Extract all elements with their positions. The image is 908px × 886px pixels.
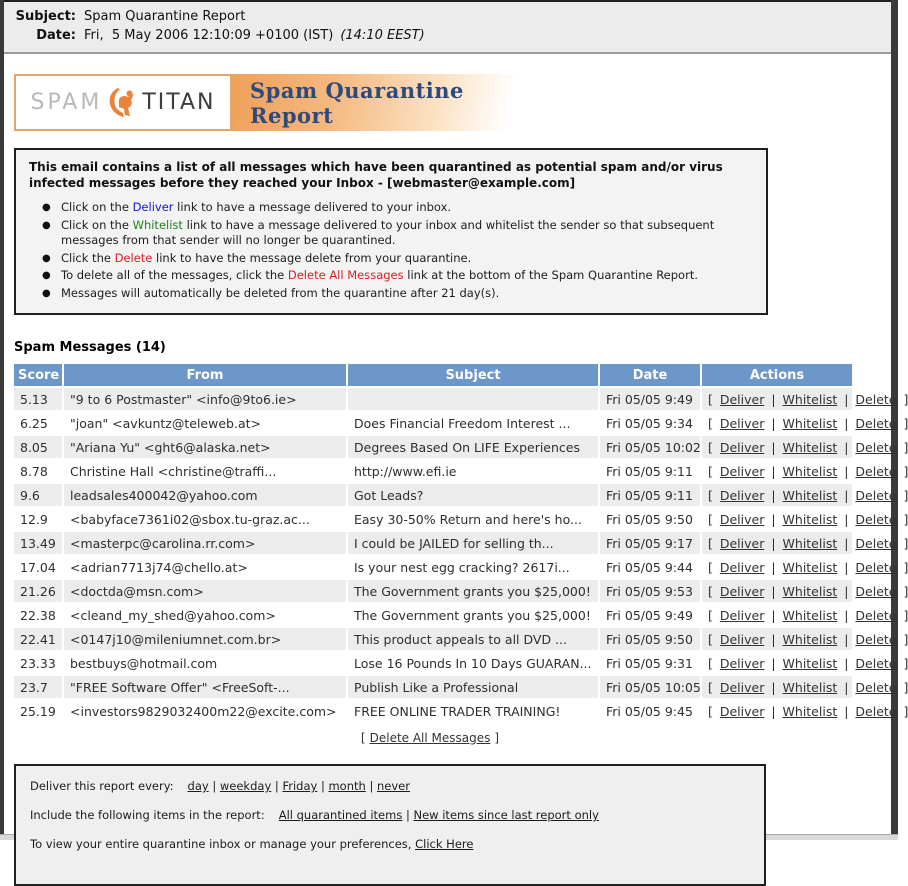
- delete-all-keyword[interactable]: Delete All Messages: [287, 268, 404, 282]
- delete-link[interactable]: Delete: [855, 679, 897, 695]
- date-cell: Fri 05/05 9:49: [600, 388, 700, 410]
- include-option-all-quarantined-items[interactable]: All quarantined items: [278, 808, 403, 822]
- report-preferences-box: [14, 764, 766, 886]
- deliver-link[interactable]: Deliver: [719, 655, 765, 671]
- deliver-keyword[interactable]: Deliver: [132, 200, 174, 214]
- date-cell: Fri 05/05 9:34: [600, 412, 700, 434]
- delete-link[interactable]: Delete: [855, 703, 897, 719]
- delete-link[interactable]: Delete: [855, 535, 897, 551]
- column-header-date: Date: [600, 364, 700, 386]
- delete-link[interactable]: Delete: [855, 487, 897, 503]
- include-line: [30, 808, 750, 822]
- frequency-option-month[interactable]: month: [328, 779, 366, 793]
- date-cell: Fri 05/05 9:50: [600, 508, 700, 530]
- date-cell: Fri 05/05 9:11: [600, 484, 700, 506]
- report-title: Spam Quarantine Report: [250, 77, 464, 128]
- actions-cell: [ Deliver | Whitelist | Delete ]: [702, 436, 852, 458]
- spam-table-body: [14, 388, 908, 722]
- include-option-new-items-since-last-report-only[interactable]: New items since last report only: [413, 808, 599, 822]
- bracket: [: [360, 731, 366, 745]
- frequency-option-weekday[interactable]: weekday: [219, 779, 272, 793]
- whitelist-link[interactable]: Whitelist: [782, 391, 838, 407]
- bullet-text: link to have the message delete from your quarantine.: [152, 250, 472, 265]
- table-row: [14, 460, 852, 482]
- from-cell: "Ariana Yu" <ght6@alaska.net>: [64, 436, 346, 458]
- date-cell: Fri 05/05 9:11: [600, 460, 700, 482]
- whitelist-link[interactable]: Whitelist: [782, 463, 838, 479]
- from-cell: bestbuys@hotmail.com: [64, 652, 346, 674]
- subject-cell: The Government grants you $25,000!: [348, 604, 598, 626]
- table-row: [14, 412, 852, 434]
- bullet-text: Messages will automatically be deleted from the quarantine after 21 day(s).: [61, 285, 500, 300]
- table-row: [14, 652, 852, 674]
- whitelist-link[interactable]: Whitelist: [782, 631, 838, 647]
- actions-cell: [ Deliver | Whitelist | Delete ]: [702, 652, 852, 674]
- actions-cell: [ Deliver | Whitelist | Delete ]: [702, 532, 852, 554]
- date-cell: Fri 05/05 9:17: [600, 532, 700, 554]
- subject-cell: [348, 388, 598, 410]
- deliver-link[interactable]: Deliver: [719, 415, 765, 431]
- delete-link[interactable]: Delete: [855, 511, 897, 527]
- from-cell: <babyface7361i02@sbox.tu-graz.ac...: [64, 508, 346, 530]
- subject-cell: Degrees Based On LIFE Experiences: [348, 436, 598, 458]
- subject-cell: http://www.efi.ie: [348, 460, 598, 482]
- score-cell: 6.25: [14, 412, 62, 434]
- score-cell: 22.41: [14, 628, 62, 650]
- actions-cell: [ Deliver | Whitelist | Delete ]: [702, 460, 852, 482]
- logo-text-spam: SPAM: [30, 90, 103, 115]
- table-header-row: [14, 364, 852, 386]
- actions-cell: [ Deliver | Whitelist | Delete ]: [702, 484, 852, 506]
- preferences-line: [30, 837, 750, 851]
- delete-link[interactable]: Delete: [855, 607, 897, 623]
- info-bullet-list: [29, 200, 754, 301]
- score-cell: 12.9: [14, 508, 62, 530]
- subject-cell: Does Financial Freedom Interest ...: [348, 412, 598, 434]
- delete-link[interactable]: Delete: [855, 415, 897, 431]
- frequency-line: [30, 779, 750, 793]
- table-row: [14, 676, 852, 698]
- whitelist-link[interactable]: Whitelist: [782, 535, 838, 551]
- score-cell: 13.49: [14, 532, 62, 554]
- bullet-text: To delete all of the messages, click the: [61, 268, 288, 282]
- whitelist-link[interactable]: Whitelist: [782, 679, 838, 695]
- delete-keyword[interactable]: Delete: [114, 250, 153, 265]
- subject-cell: Easy 30-50% Return and here's ho...: [348, 508, 598, 530]
- deliver-link[interactable]: Deliver: [719, 463, 765, 479]
- score-cell: 23.33: [14, 652, 62, 674]
- subject-cell: Is your nest egg cracking? 2617i...: [348, 556, 598, 578]
- from-cell: leadsales400042@yahoo.com: [64, 484, 346, 506]
- subject-cell: Got Leads?: [348, 484, 598, 506]
- from-cell: <investors9829032400m22@excite.com>: [64, 700, 346, 722]
- deliver-link[interactable]: Deliver: [719, 631, 765, 647]
- preferences-text: To view your entire quarantine inbox or manage your preferences,: [30, 837, 412, 851]
- bullet-deliver: [61, 200, 754, 216]
- bullet-text: Click on the: [61, 217, 133, 232]
- date-cell: Fri 05/05 9:50: [600, 628, 700, 650]
- table-row: [14, 508, 852, 530]
- whitelist-link[interactable]: Whitelist: [782, 415, 838, 431]
- subject-cell: The Government grants you $25,000!: [348, 580, 598, 602]
- whitelist-link[interactable]: Whitelist: [782, 439, 838, 455]
- delete-link[interactable]: Delete: [855, 655, 897, 671]
- subject-cell: I could be JAILED for selling th...: [348, 532, 598, 554]
- date-label: Date:: [36, 28, 76, 43]
- whitelist-link[interactable]: Whitelist: [782, 655, 838, 671]
- logo-text-titan: TITAN: [142, 90, 216, 115]
- click-here-link[interactable]: Click Here: [415, 837, 474, 851]
- from-cell: Christine Hall <christine@traffi...: [64, 460, 346, 482]
- column-header-from: From: [64, 364, 346, 386]
- actions-cell: [ Deliver | Whitelist | Delete ]: [702, 556, 852, 578]
- email-header: [4, 2, 891, 54]
- table-row: [14, 628, 852, 650]
- date-cell: Fri 05/05 9:49: [600, 604, 700, 626]
- spamtitan-logo: [14, 74, 232, 131]
- from-cell: <cleand_my_shed@yahoo.com>: [64, 604, 346, 626]
- bullet-text: link to have a message delivered to your inbox.: [173, 200, 452, 214]
- score-cell: 25.19: [14, 700, 62, 722]
- frequency-option-day[interactable]: day: [187, 779, 209, 793]
- whitelist-link[interactable]: Whitelist: [782, 511, 838, 527]
- deliver-link[interactable]: Deliver: [719, 391, 765, 407]
- spam-messages-heading: Spam Messages (14): [14, 340, 166, 355]
- table-row: [14, 580, 852, 602]
- deliver-link[interactable]: Deliver: [719, 487, 765, 503]
- frequency-label: Deliver this report every:: [30, 779, 174, 793]
- frequency-option-never[interactable]: never: [377, 779, 410, 793]
- deliver-link[interactable]: Deliver: [719, 559, 765, 575]
- actions-cell: [ Deliver | Whitelist | Delete ]: [702, 412, 852, 434]
- deliver-link[interactable]: Deliver: [719, 607, 765, 623]
- info-box: [14, 148, 768, 315]
- whitelist-link[interactable]: Whitelist: [782, 703, 838, 719]
- date-cell: Fri 05/05 9:53: [600, 580, 700, 602]
- from-cell: "joan" <avkuntz@teleweb.at>: [64, 412, 346, 434]
- include-options: All quarantined items | New items since last report only: [278, 808, 599, 822]
- actions-cell: [ Deliver | Whitelist | Delete ]: [702, 700, 852, 722]
- actions-cell: [ Deliver | Whitelist | Delete ]: [702, 604, 852, 626]
- whitelist-keyword[interactable]: Whitelist: [132, 217, 183, 232]
- date-cell: Fri 05/05 9:44: [600, 556, 700, 578]
- subject-cell: Publish Like a Professional: [348, 676, 598, 698]
- score-cell: 17.04: [14, 556, 62, 578]
- date-value: Fri, 5 May 2006 12:10:09 +0100 (IST): [84, 28, 334, 43]
- deliver-link[interactable]: Deliver: [719, 511, 765, 527]
- score-cell: 23.7: [14, 676, 62, 698]
- email-view: [4, 2, 908, 851]
- spam-messages-table: [12, 362, 908, 724]
- deliver-link[interactable]: Deliver: [719, 679, 765, 695]
- delete-link[interactable]: Delete: [855, 463, 897, 479]
- from-cell: <0147j10@mileniumnet.com.br>: [64, 628, 346, 650]
- table-row: [14, 388, 852, 410]
- column-header-actions: Actions: [702, 364, 852, 386]
- score-cell: 8.05: [14, 436, 62, 458]
- brand-header: [14, 74, 516, 131]
- score-cell: 21.26: [14, 580, 62, 602]
- bullet-whitelist: [61, 218, 754, 249]
- whitelist-link[interactable]: Whitelist: [782, 559, 838, 575]
- table-row: [14, 484, 852, 506]
- bullet-delete-all: [61, 268, 754, 284]
- delete-all-row: [14, 731, 846, 745]
- column-header-subject: Subject: [348, 364, 598, 386]
- deliver-link[interactable]: Deliver: [719, 703, 765, 719]
- column-header-score: Score: [14, 364, 62, 386]
- bullet-text: Click the: [61, 250, 115, 265]
- subject-value: Spam Quarantine Report: [84, 9, 246, 24]
- date-cell: Fri 05/05 10:05: [600, 676, 700, 698]
- include-label: Include the following items in the report:: [30, 808, 265, 822]
- info-intro: This email contains a list of all messages which have been quarantined as potential spam and/or virus infected messages before they reached your Inbox - [webmaster@example.com]: [29, 160, 723, 190]
- frequency-option-friday[interactable]: Friday: [282, 779, 318, 793]
- date-alt-timezone: (14:10 EEST): [340, 28, 425, 43]
- table-row: [14, 604, 852, 626]
- delete-link[interactable]: Delete: [855, 439, 897, 455]
- from-cell: <adrian7713j74@chello.at>: [64, 556, 346, 578]
- whitelist-link[interactable]: Whitelist: [782, 487, 838, 503]
- whitelist-link[interactable]: Whitelist: [782, 583, 838, 599]
- delete-link[interactable]: Delete: [855, 583, 897, 599]
- from-cell: <masterpc@carolina.rr.com>: [64, 532, 346, 554]
- spamtitan-archer-icon: [104, 86, 140, 120]
- subject-cell: FREE ONLINE TRADER TRAINING!: [348, 700, 598, 722]
- score-cell: 9.6: [14, 484, 62, 506]
- subject-label: Subject:: [15, 9, 76, 24]
- email-body: [4, 54, 908, 886]
- report-banner: [232, 74, 516, 131]
- from-cell: <doctda@msn.com>: [64, 580, 346, 602]
- table-row: [14, 700, 852, 722]
- date-cell: Fri 05/05 9:31: [600, 652, 700, 674]
- actions-cell: [ Deliver | Whitelist | Delete ]: [702, 388, 852, 410]
- deliver-link[interactable]: Deliver: [719, 535, 765, 551]
- bullet-text: Click on the: [61, 200, 133, 214]
- subject-row: [4, 7, 891, 26]
- from-cell: "9 to 6 Postmaster" <info@9to6.ie>: [64, 388, 346, 410]
- delete-link[interactable]: Delete: [855, 559, 897, 575]
- score-cell: 5.13: [14, 388, 62, 410]
- table-row: [14, 436, 852, 458]
- date-cell: Fri 05/05 9:45: [600, 700, 700, 722]
- actions-cell: [ Deliver | Whitelist | Delete ]: [702, 580, 852, 602]
- actions-cell: [ Deliver | Whitelist | Delete ]: [702, 508, 852, 530]
- deliver-link[interactable]: Deliver: [719, 583, 765, 599]
- whitelist-link[interactable]: Whitelist: [782, 607, 838, 623]
- bullet-auto-delete: [61, 286, 754, 302]
- subject-cell: Lose 16 Pounds In 10 Days GUARAN...: [348, 652, 598, 674]
- delete-link[interactable]: Delete: [855, 391, 897, 407]
- deliver-link[interactable]: Deliver: [719, 439, 765, 455]
- frequency-options: day | weekday | Friday | month | never: [187, 779, 410, 793]
- score-cell: 22.38: [14, 604, 62, 626]
- table-row: [14, 532, 852, 554]
- actions-cell: [ Deliver | Whitelist | Delete ]: [702, 628, 852, 650]
- date-cell: Fri 05/05 10:02: [600, 436, 700, 458]
- actions-cell: [ Deliver | Whitelist | Delete ]: [702, 676, 852, 698]
- delete-link[interactable]: Delete: [855, 631, 897, 647]
- bullet-delete: [61, 251, 754, 267]
- from-cell: "FREE Software Offer" <FreeSoft-...: [64, 676, 346, 698]
- score-cell: 8.78: [14, 460, 62, 482]
- bracket: ]: [494, 731, 500, 745]
- delete-all-messages-link[interactable]: Delete All Messages: [369, 731, 491, 745]
- bullet-text: link at the bottom of the Spam Quarantine Report.: [403, 268, 698, 282]
- table-row: [14, 556, 852, 578]
- bullet-text: link to have a message delivered to your inbox and whitelist the sender so that subsequent messages from that sender will no longer be quarantined.: [61, 217, 715, 247]
- date-row: [4, 26, 891, 45]
- subject-cell: This product appeals to all DVD ...: [348, 628, 598, 650]
